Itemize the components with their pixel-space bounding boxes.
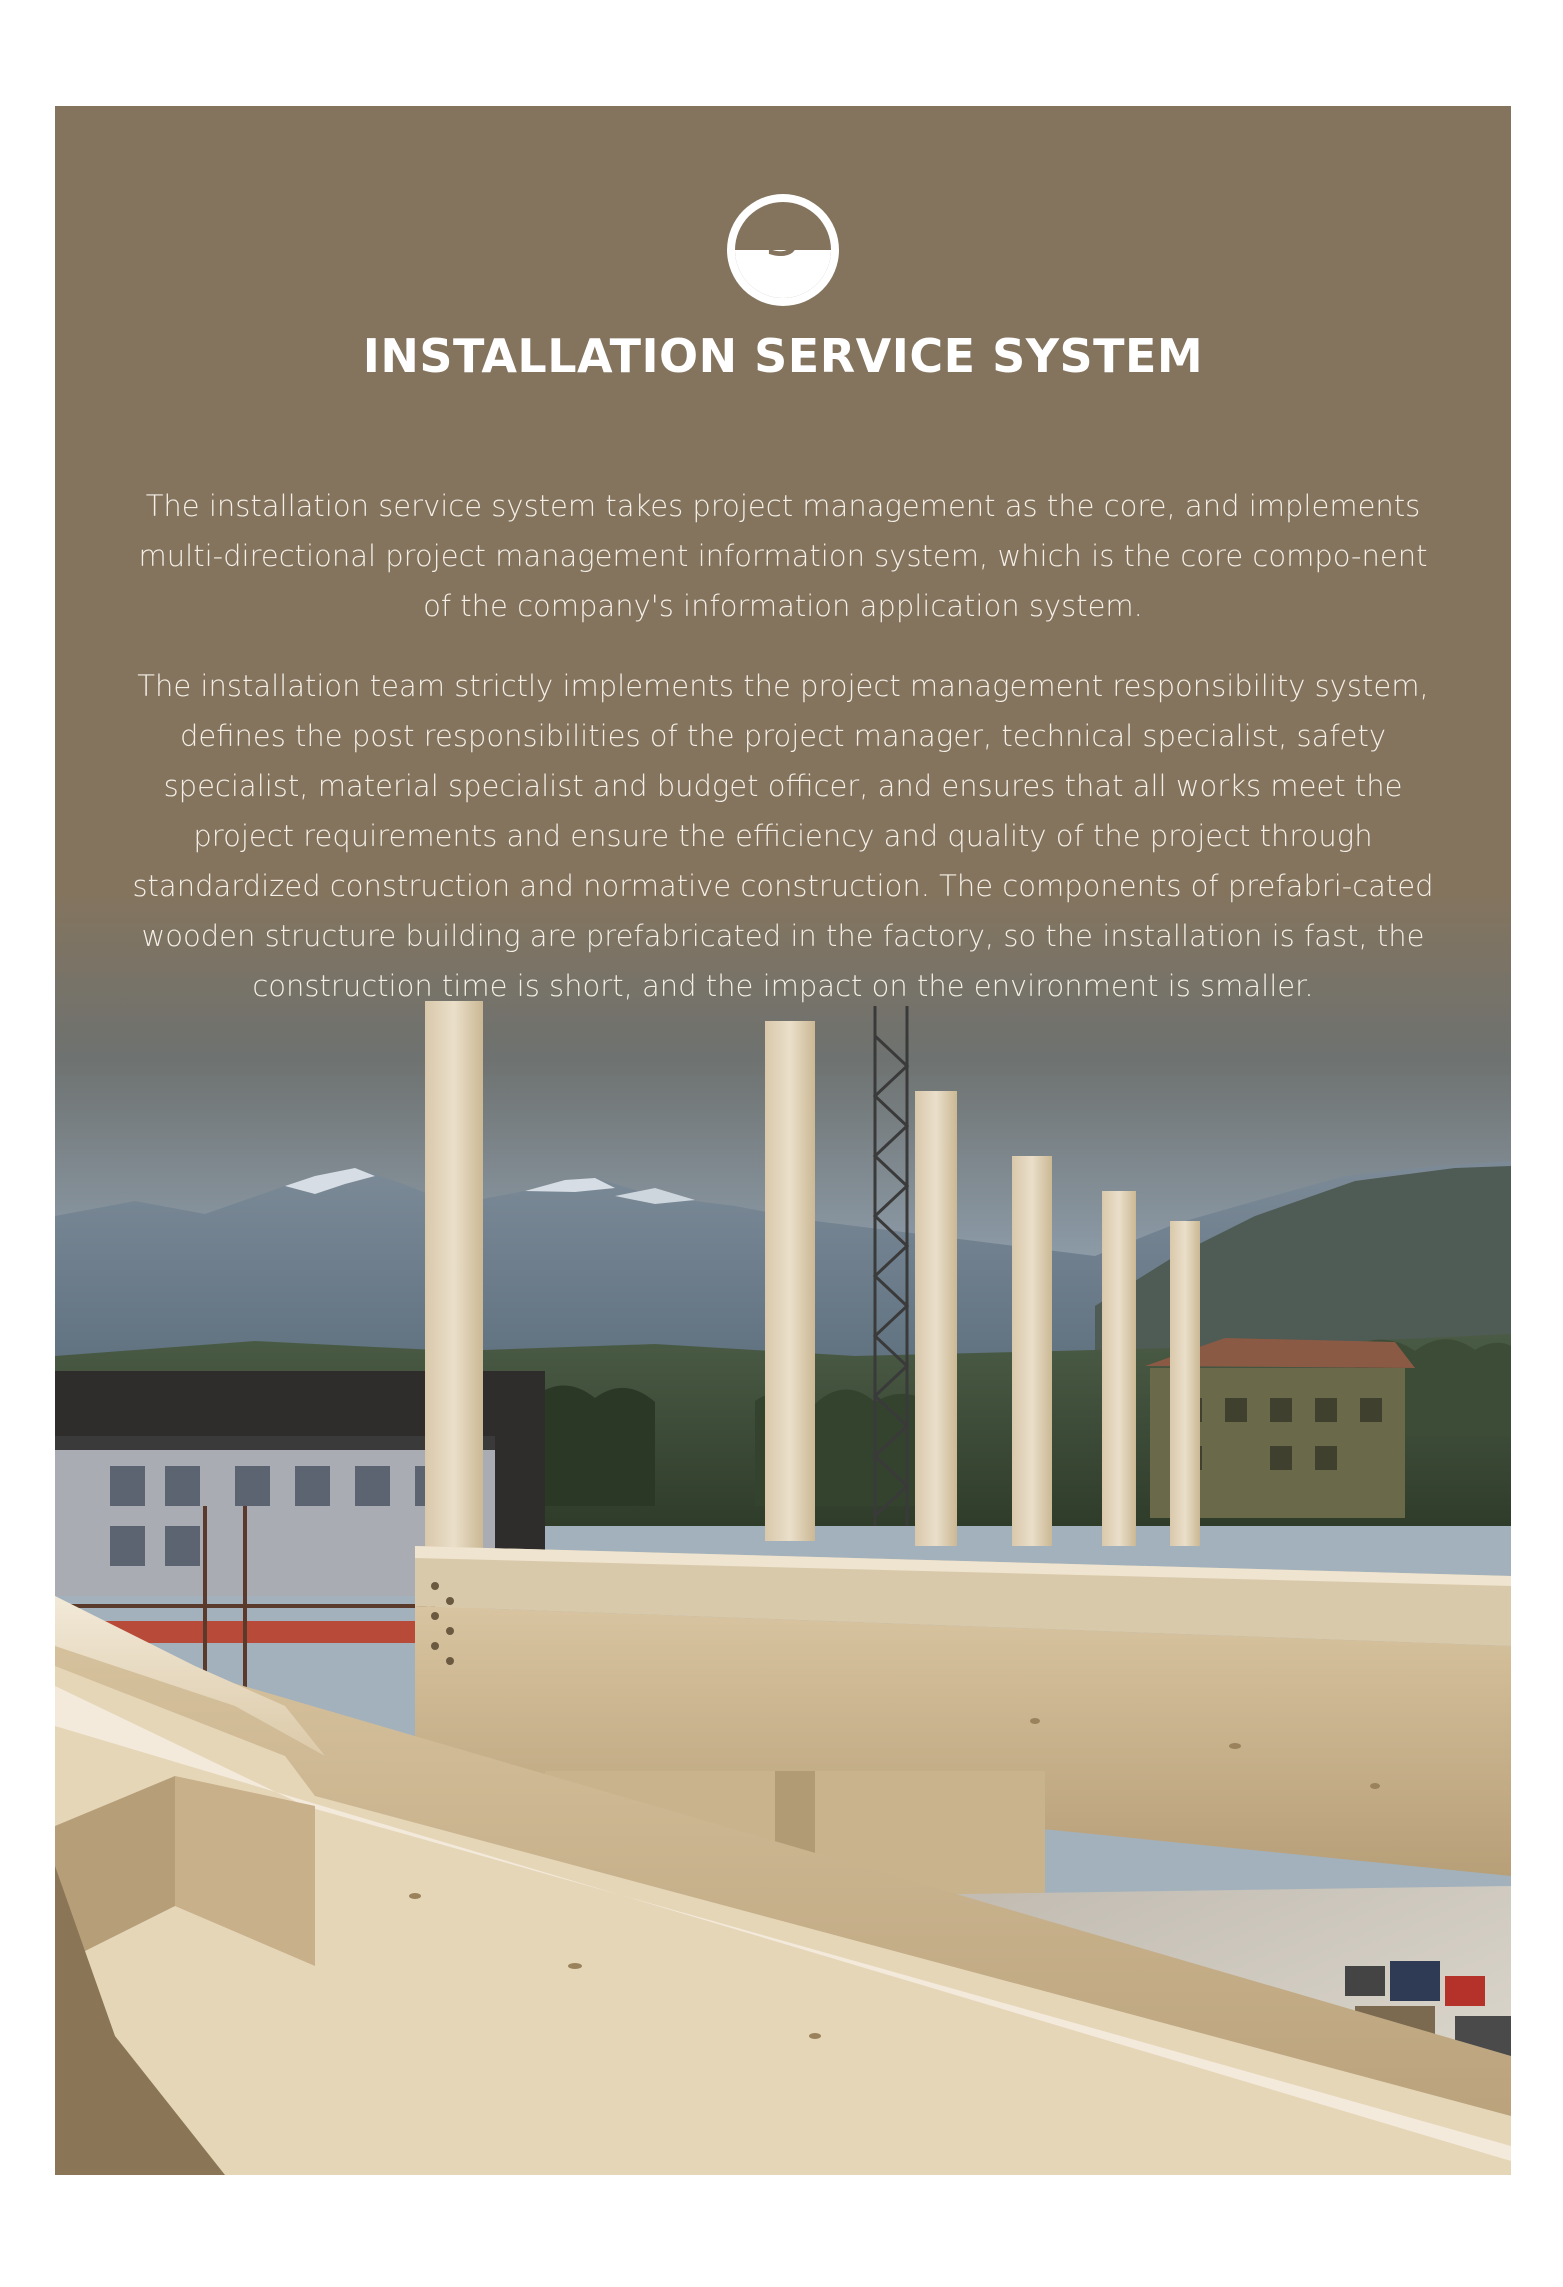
construction-photo [55,106,1511,2175]
paragraph-intro: The installation service system takes project management as the core, and implements multi-directional project management information system, which is the core compo-nent of the company's information application system. [138,489,1428,623]
section-number: 3 [764,201,802,269]
feature-panel [55,106,1511,2175]
page-title: INSTALLATION SERVICE SYSTEM [362,329,1204,383]
paragraph-team: The installation team strictly implements the project management responsibility system, defines the post responsibilities of the project manager, technical specialist, safety specialist, material specialist and budget officer, and ensures that all works meet the project requirements and ensure the efficiency and quality of the project through standardized construction and normative construction. The components of prefabri-cated wooden structure building are prefabricated in the factory, so the installation is fast, the construction time is short, and the impact on the environment is smaller. [132,669,1434,1003]
body-copy [125,481,1441,1041]
